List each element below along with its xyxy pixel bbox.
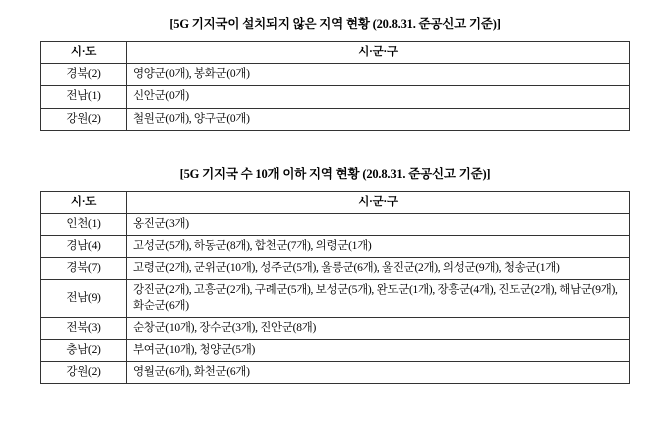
cell-region: 강원(2) — [41, 108, 127, 130]
column-header-sido: 시·도 — [41, 42, 127, 64]
cell-detail: 신안군(0개) — [127, 86, 630, 108]
cell-detail: 영양군(0개), 봉화군(0개) — [127, 64, 630, 86]
table-row — [41, 213, 630, 235]
table-row — [41, 258, 630, 280]
cell-detail: 옹진군(3개) — [127, 213, 630, 235]
table-row — [41, 86, 630, 108]
section-no-basestation — [40, 14, 630, 131]
table-row — [41, 339, 630, 361]
table-row — [41, 108, 630, 130]
table-header-row — [41, 42, 630, 64]
cell-region: 인천(1) — [41, 213, 127, 235]
cell-region: 전남(9) — [41, 280, 127, 317]
cell-detail: 고성군(5개), 하동군(8개), 합천군(7개), 의령군(1개) — [127, 236, 630, 258]
section-under-ten-basestations — [40, 164, 630, 385]
section-title: [5G 기지국 수 10개 이하 지역 현황 (20.8.31. 준공신고 기준)] — [179, 166, 491, 181]
cell-detail: 영월군(6개), 화천군(6개) — [127, 362, 630, 384]
cell-detail: 철원군(0개), 양구군(0개) — [127, 108, 630, 130]
table-no-basestation — [40, 41, 630, 131]
cell-detail: 강진군(2개), 고흥군(2개), 구례군(5개), 보성군(5개), 완도군(1개), 장흥군(4개), 진도군(2개), 해남군(9개), 화순군(6개) — [127, 280, 630, 317]
table-row — [41, 236, 630, 258]
table-header-row — [41, 191, 630, 213]
cell-region: 전북(3) — [41, 317, 127, 339]
cell-region: 경남(4) — [41, 236, 127, 258]
column-header-sigungu: 시·군·구 — [127, 191, 630, 213]
table-row — [41, 362, 630, 384]
cell-region: 강원(2) — [41, 362, 127, 384]
table-row — [41, 64, 630, 86]
cell-detail: 부여군(10개), 청양군(5개) — [127, 339, 630, 361]
cell-region: 전남(1) — [41, 86, 127, 108]
cell-region: 경북(2) — [41, 64, 127, 86]
column-header-sigungu: 시·군·구 — [127, 42, 630, 64]
table-under-ten-basestations — [40, 191, 630, 385]
table-row — [41, 280, 630, 317]
cell-detail: 고령군(2개), 군위군(10개), 성주군(5개), 울릉군(6개), 울진군(2개), 의성군(9개), 청송군(1개) — [127, 258, 630, 280]
section-spacer — [40, 131, 630, 164]
cell-detail: 순창군(10개), 장수군(3개), 진안군(8개) — [127, 317, 630, 339]
cell-region: 경북(7) — [41, 258, 127, 280]
section-title: [5G 기지국이 설치되지 않은 지역 현황 (20.8.31. 준공신고 기준)] — [169, 17, 501, 31]
table-row — [41, 317, 630, 339]
cell-region: 충남(2) — [41, 339, 127, 361]
column-header-sido: 시·도 — [41, 191, 127, 213]
